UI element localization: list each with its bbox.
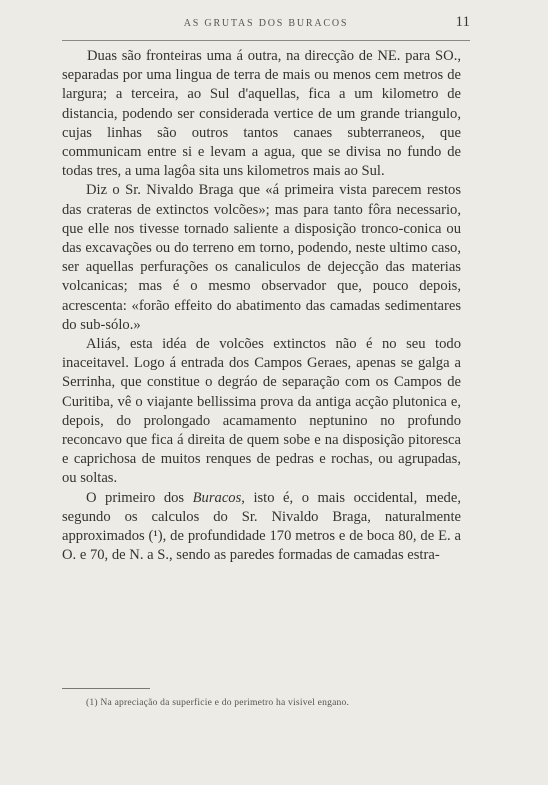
header-rule — [62, 40, 470, 41]
paragraph-2: Diz o Sr. Nivaldo Braga que «á primeira vista parecem restos das crateras de extinctos volcões»; mas para tanto fôra necessario, que elle nos tivesse tornado saliente a disposição tronco-conica ou das excavações ou do terreno em torno, podendo, neste ultimo caso, ser aquellas perfurações os canaliculos de dejecção das materias volcanicas; mas é o mesmo observador que, pouco depois, acrescenta: «forão effeito do abatimento das camadas sedimentares do sub-sólo.» — [62, 182, 461, 333]
running-head — [62, 14, 470, 34]
paragraph-1: Duas são fronteiras uma á outra, na direcção de NE. para SO., separadas por uma lingua de terra de mais ou menos cem metros de largura; a terceira, ao Sul d'aquellas, fica a um kilometro de distancia, podendo ser considerada vertice de um grande triangulo, cujas linhas são outros tantos canaes subterraneos, que communicam entre si e levam a agua, que se divisa no fundo de todas tres, a uma lagôa sita uns kilometros mais ao Sul. — [62, 48, 461, 180]
paragraph-4-rest: , isto é, o mais occidental, mede, segundo os calculos do Sr. Nivaldo Braga, naturalmente approximados (¹), de profundidade 170 metros e de boca 80, de E. a O. e 70, de N. a S., sendo as paredes formadas de camadas estra- — [62, 489, 461, 564]
paragraph-4 — [62, 489, 461, 566]
footnote-rule — [62, 688, 150, 689]
buracos-italic: Buracos — [192, 489, 242, 506]
paragraph-3: Aliás, esta idéa de volcões extinctos não é no seu todo inaceitavel. Logo á entrada dos Campos Geraes, apenas se galga a Serrinha, que constitue o degráo de separação com os Campos de Curitiba, vê o viajante bellissima prova da antiga acção plutonica e, depois, do prolongado acamamento neptunino no profundo reconcavo que fica á direita de quem sobe e na disposição pitoresca e caprichosa de muitos renques de pedras e rochas, ou agrupadas, ou soltas. — [62, 336, 461, 487]
footnote: (1) Na apreciação da superficie e do perimetro ha visivel engano. — [86, 697, 350, 708]
body-text — [62, 47, 461, 565]
page-number: 11 — [455, 14, 470, 30]
paragraph-4-start: O primeiro dos — [86, 489, 193, 506]
running-title: AS GRUTAS DOS BURACOS — [183, 18, 349, 29]
